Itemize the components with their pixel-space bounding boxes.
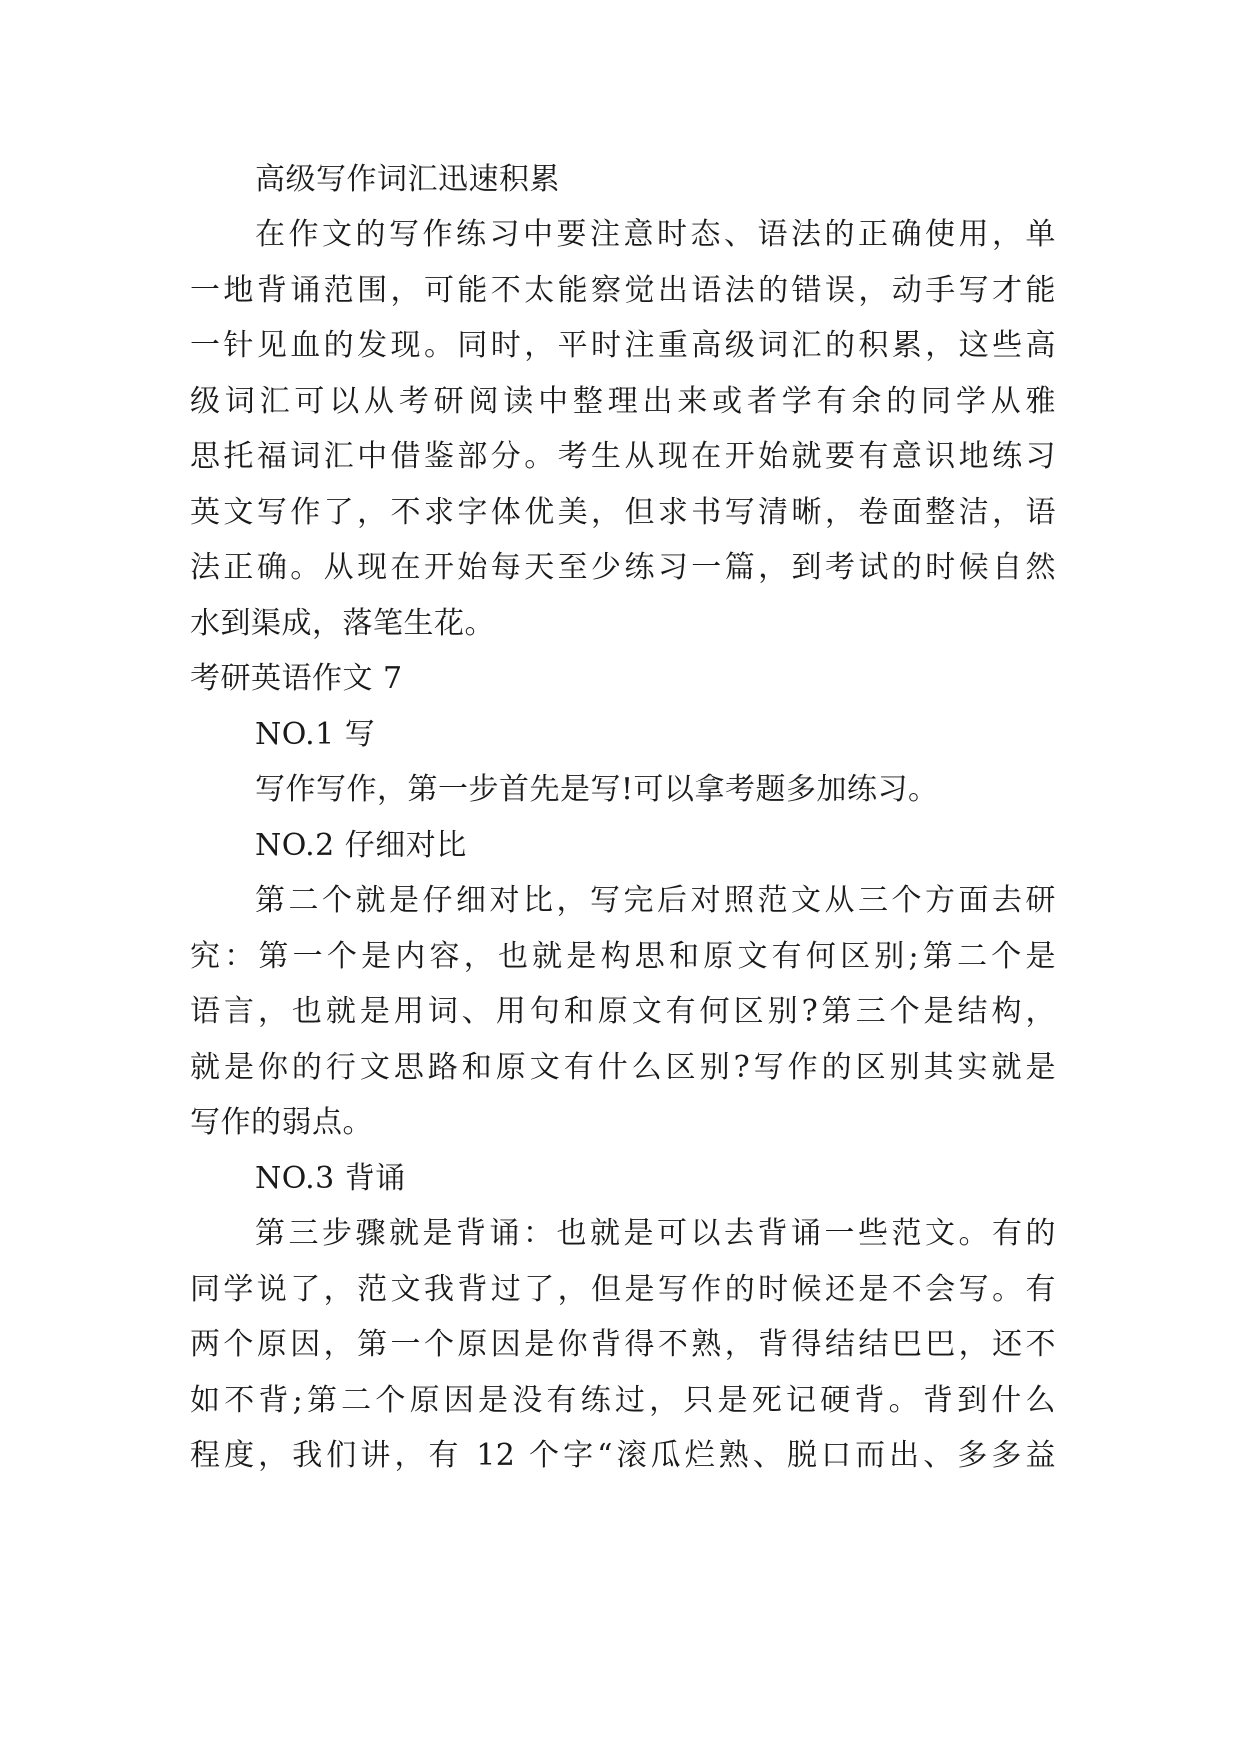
subheading-no1: NO.1 写 <box>255 717 376 752</box>
subheading-no3: NO.3 背诵 <box>255 1161 406 1196</box>
paragraph-line: 第三步骤就是背诵：也就是可以去背诵一些范文。有的 <box>255 1216 1056 1251</box>
paragraph-line: 究：第一个是内容，也就是构思和原文有何区别;第二个是 <box>190 939 1056 974</box>
subheading-no2: NO.2 仔细对比 <box>255 828 467 863</box>
paragraph-line: 思托福词汇中借鉴部分。考生从现在开始就要有意识地练习 <box>190 439 1056 474</box>
paragraph-line: 第二个就是仔细对比，写完后对照范文从三个方面去研 <box>255 883 1056 918</box>
paragraph-line: 一地背诵范围，可能不太能察觉出语法的错误，动手写才能 <box>190 273 1056 308</box>
paragraph-line: 语言，也就是用词、用句和原文有何区别?第三个是结构， <box>190 994 1056 1029</box>
paragraph-line: 就是你的行文思路和原文有什么区别?写作的区别其实就是 <box>190 1050 1056 1085</box>
paragraph-line: 一针见血的发现。同时，平时注重高级词汇的积累，这些高 <box>190 328 1056 363</box>
paragraph-line: 英文写作了，不求字体优美，但求书写清晰，卷面整洁，语 <box>190 495 1056 530</box>
paragraph-line: 法正确。从现在开始每天至少练习一篇，到考试的时候自然 <box>190 550 1056 585</box>
paragraph-line: 两个原因，第一个原因是你背得不熟，背得结结巴巴，还不 <box>190 1327 1056 1362</box>
heading-vocabulary: 高级写作词汇迅速积累 <box>255 162 560 197</box>
paragraph-line: 如不背;第二个原因是没有练过，只是死记硬背。背到什么 <box>190 1383 1056 1418</box>
paragraph-line: 写作写作，第一步首先是写!可以拿考题多加练习。 <box>255 772 939 807</box>
paragraph-line: 水到渠成，落笔生花。 <box>190 606 495 641</box>
section-title: 考研英语作文 7 <box>190 661 403 696</box>
paragraph-line: 写作的弱点。 <box>190 1105 373 1140</box>
paragraph-line: 在作文的写作练习中要注意时态、语法的正确使用，单 <box>255 217 1056 252</box>
paragraph-line: 级词汇可以从考研阅读中整理出来或者学有余的同学从雅 <box>190 384 1056 419</box>
paragraph-line: 同学说了，范文我背过了，但是写作的时候还是不会写。有 <box>190 1272 1056 1307</box>
paragraph-line: 程度，我们讲，有 12 个字“滚瓜烂熟、脱口而出、多多益 <box>190 1438 1056 1473</box>
